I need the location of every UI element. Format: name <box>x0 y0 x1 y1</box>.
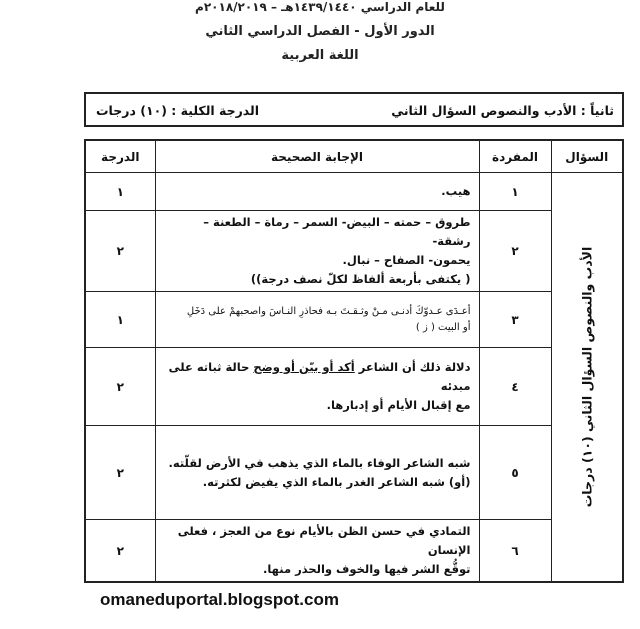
site-watermark: omaneduportal.blogspot.com <box>100 590 339 609</box>
answer-key-table <box>84 139 624 583</box>
answer-line: أعـدَى عـدوّكَ أدنـى مـنْ وثـقـتَ بـه فحاذرِ النـاسَ واصحبهمْ على دَخَلِ <box>186 305 471 317</box>
grade-value: ٢ <box>85 426 155 520</box>
question-label-cell <box>551 173 623 583</box>
subject-line: اللغة العربية <box>281 48 359 63</box>
question-label: الأدب والنصوص السؤال الثاني (١٠) درجات <box>579 246 595 508</box>
grade-value: ١ <box>85 292 155 348</box>
answer-underlined-text: أكد أو بيّن أو وضح <box>253 360 355 374</box>
table-header-row <box>85 140 623 173</box>
answer-line: التمادي في حسن الظن بالأيام نوع من العجز ، فعلى الإنسان <box>177 524 471 557</box>
answer-line: هيب. <box>441 184 471 198</box>
answer-text: دلالة ذلك أن الشاعر <box>354 360 471 374</box>
item-number: ٤ <box>479 348 551 426</box>
table-row <box>85 211 623 292</box>
table-row <box>85 173 623 211</box>
section-title: ثانياً : الأدب والنصوص السؤال الثاني <box>391 103 614 118</box>
answer-cell <box>155 292 479 348</box>
exam-year-line: للعام الدراسي ١٤٣٩/١٤٤٠هـ – ٢٠١٨/٢٠١٩م <box>195 0 445 14</box>
answer-cell <box>155 426 479 520</box>
section-total-grade: الدرجة الكلية : (١٠) درجات <box>96 103 260 118</box>
exam-session-line: الدور الأول - الفصل الدراسي الثاني <box>205 24 435 39</box>
item-number: ١ <box>479 173 551 211</box>
item-number: ٢ <box>479 211 551 292</box>
item-number: ٦ <box>479 520 551 583</box>
answer-cell <box>155 211 479 292</box>
item-number: ٥ <box>479 426 551 520</box>
column-header-item: المفردة <box>479 140 551 173</box>
table-row <box>85 520 623 583</box>
table-row <box>85 426 623 520</box>
answer-line: شبه الشاعر الوفاء بالماء الذي يذهب في الأرض لقلّته. <box>168 455 471 470</box>
table-row <box>85 348 623 426</box>
answer-text: حالة ثباته على مبدئه <box>168 360 471 393</box>
answer-line: يحمون- الصفاح – نبال. <box>342 253 471 267</box>
answer-cell <box>155 348 479 426</box>
answer-line: (أو) شبه الشاعر الغدر بالماء الذي يفيض لكثرته. <box>202 474 471 489</box>
column-header-grade: الدرجة <box>85 140 155 173</box>
column-header-question: السؤال <box>551 140 623 173</box>
answer-line: أو البيت ( ز ) <box>415 321 471 333</box>
answer-line: مع إقبال الأيام أو إدبارها. <box>326 398 471 412</box>
grade-value: ٢ <box>85 520 155 583</box>
item-number: ٣ <box>479 292 551 348</box>
answer-line <box>162 358 471 396</box>
grade-value: ١ <box>85 173 155 211</box>
answer-cell <box>155 520 479 583</box>
answer-line: توقُّع الشر فيها والخوف والحذر منها. <box>263 562 471 576</box>
table-row <box>85 292 623 348</box>
answer-line: طروق – حمته – البيض- السمر – رماة – الطعنة – رشقة- <box>203 215 471 248</box>
answer-line: ( يكتفى بأربعة ألفاظ لكلّ نصف درجة)) <box>250 272 471 286</box>
column-header-answer: الإجابة الصحيحة <box>155 140 479 173</box>
grade-value: ٢ <box>85 211 155 292</box>
section-header-box <box>84 92 624 127</box>
grade-value: ٢ <box>85 348 155 426</box>
answer-cell <box>155 173 479 211</box>
